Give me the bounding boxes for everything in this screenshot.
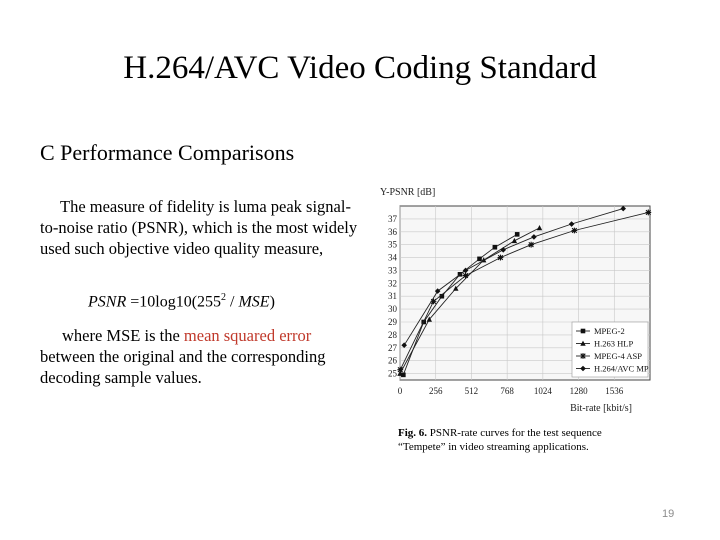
psnr-rate-chart (378, 180, 658, 420)
x-tick-label: 768 (500, 386, 514, 396)
data-point (528, 242, 534, 248)
formula-log-term: =10log10(255 (126, 293, 222, 311)
formula-close: ) (269, 293, 275, 311)
data-point (571, 228, 577, 234)
x-axis-label: Bit-rate [kbit/s] (570, 403, 632, 414)
data-point (493, 245, 498, 250)
legend-label: MPEG-2 (594, 326, 625, 336)
legend-label: H.264/AVC MP (594, 363, 649, 374)
x-tick-label: 0 (397, 386, 403, 396)
y-tick-label: 29 (388, 317, 397, 327)
mse-text-before: where MSE is the (62, 326, 184, 345)
data-point (498, 255, 504, 261)
y-tick-label: 33 (388, 265, 397, 276)
legend-label: MPEG-4 ASP (594, 351, 642, 361)
figure-label: Fig. 6. (398, 427, 428, 439)
y-tick-label: 30 (388, 304, 397, 315)
mse-paragraph (40, 325, 358, 388)
formula-psnr: PSNR (88, 293, 127, 311)
page-number: 19 (662, 508, 675, 520)
data-point (477, 257, 482, 262)
y-tick-label: 28 (388, 329, 397, 340)
data-point (463, 273, 469, 279)
y-tick-label: 36 (388, 226, 397, 237)
psnr-formula (88, 292, 275, 311)
mse-highlight: mean squared error (183, 326, 312, 345)
data-point (580, 353, 586, 359)
legend-label: H.263 HLP (594, 338, 634, 349)
y-tick-label: 26 (388, 355, 397, 366)
formula-exponent: 2 (221, 292, 227, 303)
y-tick-label: 32 (388, 278, 397, 289)
y-axis-label: Y-PSNR [dB] (380, 187, 436, 198)
data-point (645, 210, 651, 216)
y-tick-label: 37 (388, 213, 397, 224)
x-tick-label: 1536 (605, 386, 624, 396)
figure-caption-text: PSNR-rate curves for the test sequence “Tempete” in video streaming applications. (398, 427, 602, 453)
y-tick-label: 27 (388, 342, 397, 353)
y-tick-label: 35 (388, 239, 397, 250)
formula-divide: / (226, 293, 239, 311)
fidelity-paragraph: The measure of fidelity is luma peak signal-to-noise ratio (PSNR), which is the most widely used such objective video quality measure, (40, 197, 358, 258)
x-tick-label: 1280 (569, 386, 588, 396)
data-point (397, 367, 403, 373)
slide-title: H.264/AVC Video Coding Standard (123, 50, 597, 86)
y-tick-label: 25 (388, 368, 397, 379)
x-tick-label: 256 (428, 386, 443, 396)
section-heading: C Performance Comparisons (40, 140, 295, 165)
mse-text-after: between the original and the corresponding decoding sample values. (40, 347, 326, 387)
x-tick-label: 1024 (533, 386, 552, 396)
data-point (581, 329, 586, 334)
x-tick-label: 512 (464, 386, 479, 396)
formula-mse: MSE (238, 293, 270, 311)
y-tick-label: 31 (388, 291, 397, 302)
figure-caption (398, 426, 648, 454)
y-tick-label: 34 (388, 252, 397, 263)
data-point (515, 232, 520, 237)
